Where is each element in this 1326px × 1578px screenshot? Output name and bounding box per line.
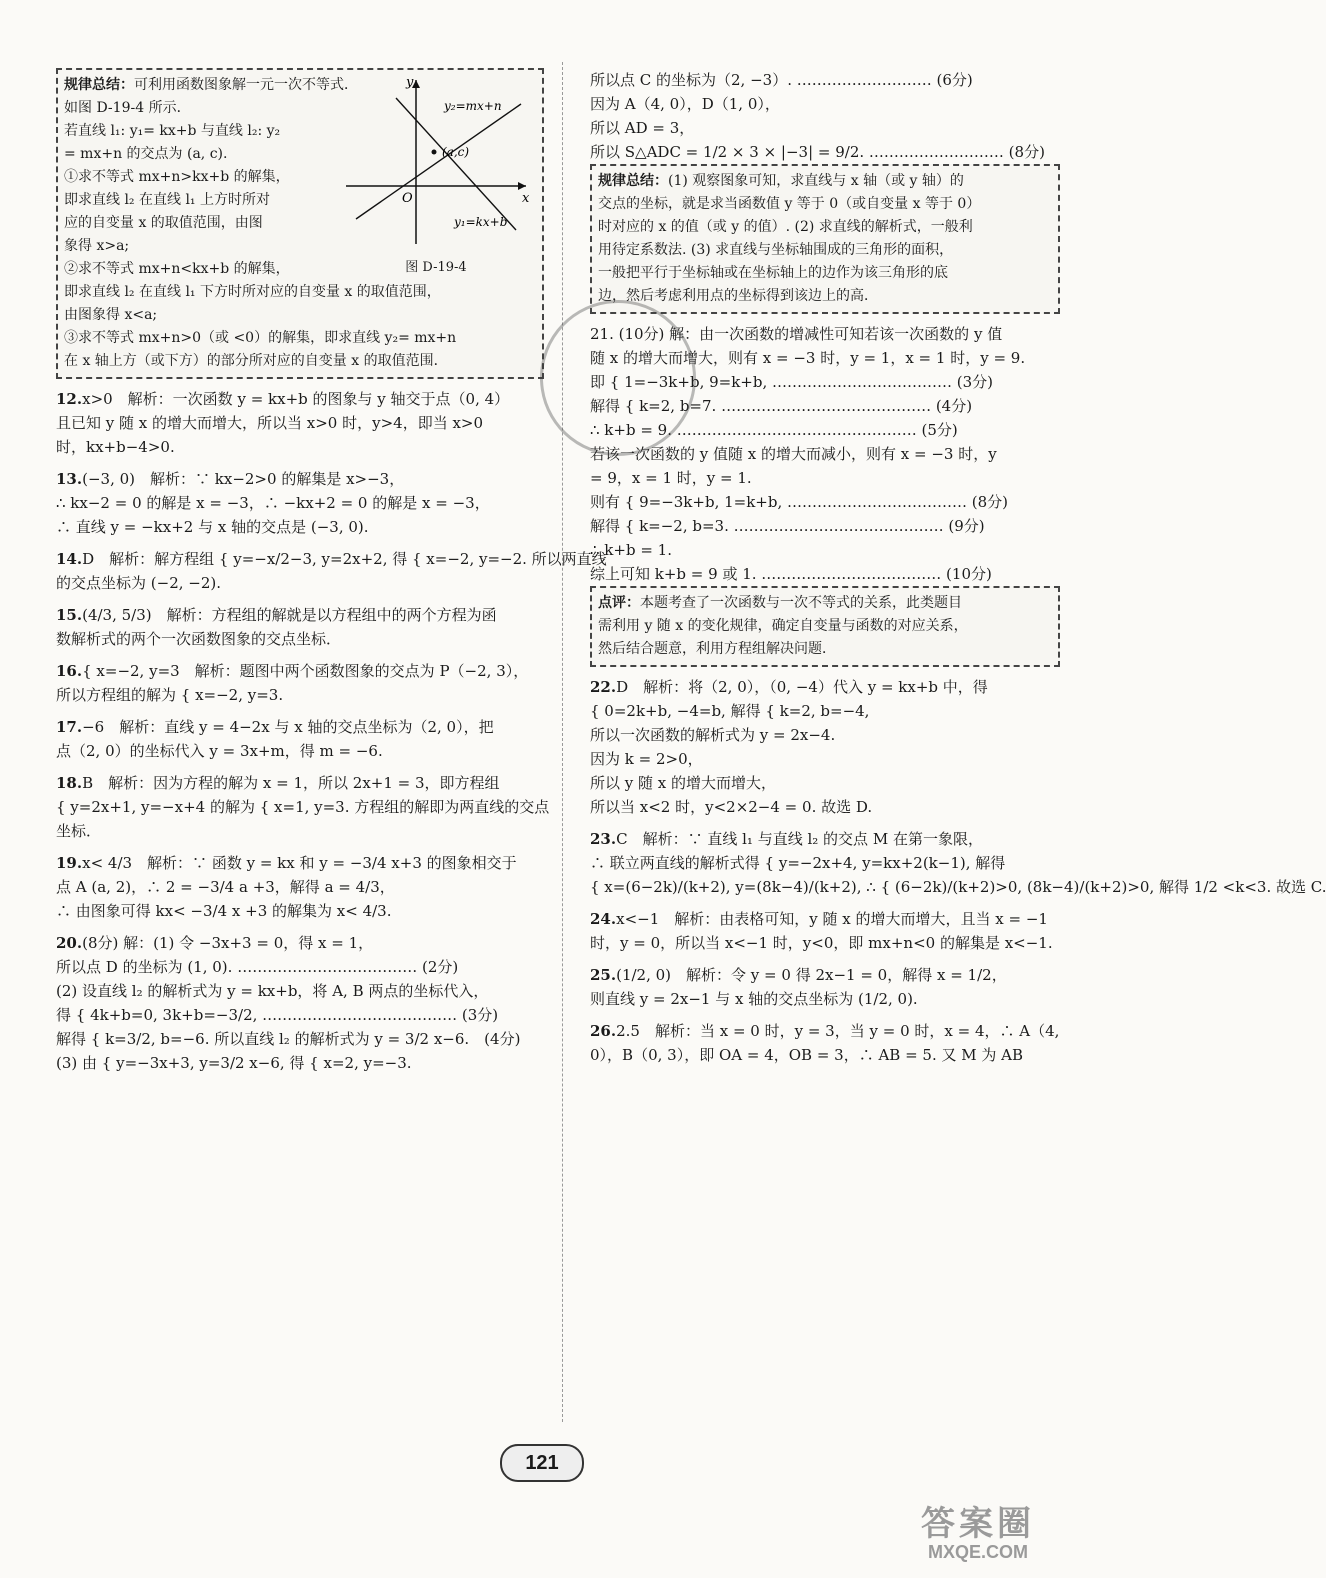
comment-line: 本题考查了一次函数与一次不等式的关系，此类题目 — [640, 595, 962, 611]
summary-line: 边，然后考虑利用点的坐标得到该边上的高． — [598, 288, 878, 304]
answer-13 — [56, 467, 544, 539]
answer-line: ∴ kx−2 = 0 的解是 x = −3，∴ −kx+2 = 0 的解是 x = −3， — [56, 494, 490, 512]
item-number: 16. — [56, 662, 83, 680]
item-number: 24. — [590, 910, 617, 928]
answer-line: 2.5 解析：当 x = 0 时，y = 3，当 y = 0 时，x = 4，∴ A（4, — [616, 1022, 1060, 1040]
summary-line: 时对应的 x 的值（或 y 的值）. (2) 求直线的解析式，一般利 — [598, 219, 973, 235]
item-number: 23. — [590, 830, 617, 848]
page-number: 121 — [500, 1444, 584, 1482]
answer-line: 随 x 的增大而增大，则有 x = −3 时，y = 1，x = 1 时，y = 9. — [590, 349, 1026, 367]
answer-line: (4/3, 5/3) 解析：方程组的解就是以方程组中的两个方程为函 — [82, 606, 497, 624]
answer-line: ∴ k+b = 9. ………………………………………… (5分) — [590, 421, 958, 439]
answer-20 — [56, 931, 544, 1075]
answer-line: = 9，x = 1 时，y = 1. — [590, 469, 752, 487]
summary-line: 应的自变量 x 的取值范围，由图 — [64, 215, 263, 231]
summary-line: 即求直线 l₂ 在直线 l₁ 下方时所对应的自变量 x 的取值范围， — [64, 284, 441, 300]
summary-box-left — [56, 68, 544, 379]
item-number: 14. — [56, 550, 83, 568]
summary-line: 若直线 l₁: y₁= kx+b 与直线 l₂: y₂ — [64, 123, 281, 139]
summary-line: 用待定系数法. (3) 求直线与坐标轴围成的三角形的面积， — [598, 242, 954, 258]
graph-label-x: x — [522, 191, 530, 206]
answer-line: 所以一次函数的解析式为 y = 2x−4. — [590, 726, 836, 744]
answer-line: (1/2, 0) 解析：令 y = 0 得 2x−1 = 0，解得 x = 1/2， — [616, 966, 1007, 984]
answer-line: 所以 y 随 x 的增大而增大， — [590, 774, 777, 792]
answer-line: 因为 k = 2>0， — [590, 750, 703, 768]
answer-line: 所以 S△ADC = 1/2 × 3 × |−3| = 9/2. ……………………… (8分) — [590, 143, 1045, 161]
column-divider — [562, 62, 563, 1422]
graph-label-point: (a,c) — [442, 145, 470, 159]
answer-24 — [590, 907, 1060, 955]
answer-line: D 解析：解方程组 { y=−x/2−3, y=2x+2, 得 { x=−2, y=−2. 所以两直线 — [82, 550, 607, 568]
answer-line: C 解析：∵ 直线 l₁ 与直线 l₂ 的交点 M 在第一象限， — [616, 830, 983, 848]
answer-line: { y=2x+1, y=−x+4 的解为 { x=1, y=3. 方程组的解即为两直线的交点 — [56, 798, 550, 816]
graph-label-l1: y₁=kx+b — [454, 215, 508, 229]
answer-12 — [56, 387, 544, 459]
answer-line: 点（2, 0）的坐标代入 y = 3x+m，得 m = −6. — [56, 742, 383, 760]
answer-line: 点 A (a, 2)，∴ 2 = −3/4 a +3，解得 a = 4/3， — [56, 878, 395, 896]
summary-title: 规律总结： — [598, 173, 668, 189]
answer-line: 所以方程组的解为 { x=−2, y=3. — [56, 686, 284, 704]
watermark-url: MXQE.COM — [927, 1542, 1028, 1562]
answer-line: 解得 { k=3/2, b=−6. 所以直线 l₂ 的解析式为 y = 3/2 x−6. (4分) — [56, 1030, 521, 1048]
summary-line: 即求直线 l₂ 在直线 l₁ 上方时所对 — [64, 192, 270, 208]
answer-line: 的交点坐标为 (−2, −2). — [56, 574, 222, 592]
answer-line: (−3, 0) 解析：∵ kx−2>0 的解集是 x>−3， — [82, 470, 405, 488]
answer-line: 数解析式的两个一次函数图象的交点坐标． — [56, 630, 342, 648]
item-number: 17. — [56, 718, 83, 736]
summary-box-right — [590, 164, 1060, 314]
graph-label-l2: y₂=mx+n — [444, 99, 502, 113]
summary-line: 象得 x>a; — [64, 238, 130, 254]
summary-line: ②求不等式 mx+n<kx+b 的解集， — [64, 261, 290, 277]
answer-line: 且已知 y 随 x 的增大而增大，所以当 x>0 时，y>4，即当 x>0 — [56, 414, 484, 432]
answer-line: 解得 { k=−2, b=3. …………………………………… (9分) — [590, 517, 985, 535]
answer-line: D 解析：将（2, 0），（0, −4）代入 y = kx+b 中，得 — [616, 678, 988, 696]
summary-line: 交点的坐标，就是求当函数值 y 等于 0（或自变量 x 等于 0） — [598, 196, 981, 212]
answer-25 — [590, 963, 1060, 1011]
comment-box — [590, 586, 1060, 667]
answer-line: 21. (10分) 解：由一次函数的增减性可知若该一次函数的 y 值 — [590, 325, 1003, 343]
answer-line: 所以点 C 的坐标为（2, −3）. ……………………… (6分) — [590, 71, 973, 89]
answer-line: 所以 AD = 3， — [590, 119, 695, 137]
answer-line: { 0=2k+b, −4=b, 解得 { k=2, b=−4, — [590, 702, 870, 720]
item-number: 15. — [56, 606, 83, 624]
answer-line: 坐标． — [56, 822, 102, 840]
answer-line: (3) 由 { y=−3x+3, y=3/2 x−6, 得 { x=2, y=−3. — [56, 1054, 412, 1072]
answer-line: 因为 A（4, 0），D（1, 0）， — [590, 95, 780, 113]
answer-16 — [56, 659, 544, 707]
right-column — [590, 68, 1326, 1378]
answer-line: 0），B（0, 3），即 OA = 4，OB = 3，∴ AB = 5. 又 M 为 AB — [590, 1046, 1024, 1064]
answer-line: (2) 设直线 l₂ 的解析式为 y = kx+b，将 A, B 两点的坐标代入， — [56, 982, 489, 1000]
item-number: 18. — [56, 774, 83, 792]
answer-26 — [590, 1019, 1060, 1067]
answer-line: (8分) 解：(1) 令 −3x+3 = 0，得 x = 1， — [82, 934, 374, 952]
summary-line: = mx+n 的交点为 (a, c). — [64, 146, 228, 162]
line-graph — [336, 74, 536, 252]
answer-18 — [56, 771, 550, 843]
summary-line: 可利用函数图象解一元一次不等式． — [134, 77, 358, 93]
answer-line: { x=(6−2k)/(k+2), y=(8k−4)/(k+2), ∴ { (6−2k)/(k+2)>0, (8k−4)/(k+2)>0, 解得 1/2 <k<3. 故选 C. — [590, 878, 1326, 896]
summary-line: 如图 D-19-4 所示． — [64, 100, 191, 116]
summary-line: 一般把平行于坐标轴或在坐标轴上的边作为该三角形的底 — [598, 265, 948, 281]
answer-line: 时，y = 0，所以当 x<−1 时，y<0，即 mx+n<0 的解集是 x<−1. — [590, 934, 1053, 952]
item-number: 26. — [590, 1022, 617, 1040]
watermark-logo: 答案圈 — [921, 1505, 1035, 1543]
graph-label-y: y — [406, 75, 414, 90]
answer-line: 则有 { 9=−3k+b, 1=k+b, ……………………………… (8分) — [590, 493, 1009, 511]
answer-line: { x=−2, y=3 解析：题图中两个函数图象的交点为 P（−2, 3）， — [82, 662, 529, 680]
item-number: 13. — [56, 470, 83, 488]
answer-line: 时，kx+b−4>0. — [56, 438, 175, 456]
answer-line: 则直线 y = 2x−1 与 x 轴的交点坐标为 (1/2, 0). — [590, 990, 918, 1008]
summary-title: 规律总结： — [64, 77, 134, 93]
answer-22 — [590, 675, 1060, 819]
site-watermark — [888, 1506, 1068, 1570]
answer-line: ∴ 由图象可得 kx< −3/4 x +3 的解集为 x< 4/3. — [56, 902, 392, 920]
item-number: 25. — [590, 966, 617, 984]
summary-line: ①求不等式 mx+n>kx+b 的解集， — [64, 169, 290, 185]
answer-line: 所以点 D 的坐标为 (1, 0). ……………………………… (2分) — [56, 958, 459, 976]
summary-line: ③求不等式 mx+n>0（或 <0）的解集，即求直线 y₂= mx+n — [64, 330, 457, 346]
comment-line: 然后结合题意，利用方程组解决问题． — [598, 641, 836, 657]
answer-line: x<−1 解析：由表格可知，y 随 x 的增大而增大，且当 x = −1 — [616, 910, 1048, 928]
item-number: 22. — [590, 678, 617, 696]
answer-line: ∴ 直线 y = −kx+2 与 x 轴的交点是 (−3, 0). — [56, 518, 369, 536]
answer-19 — [56, 851, 544, 923]
answer-line: x>0 解析：一次函数 y = kx+b 的图象与 y 轴交于点（0, 4） — [82, 390, 510, 408]
answer-line: ∴ k+b = 1. — [590, 541, 672, 559]
answer-14 — [56, 547, 607, 595]
comment-title: 点评： — [598, 595, 640, 611]
comment-line: 需利用 y 随 x 的变化规律，确定自变量与函数的对应关系， — [598, 618, 968, 634]
item-number: 20. — [56, 934, 83, 952]
answer-line: 所以当 x<2 时，y<2×2−4 = 0. 故选 D. — [590, 798, 873, 816]
answer-17 — [56, 715, 544, 763]
answer-line: 即 { 1=−3k+b, 9=k+b, ……………………………… (3分) — [590, 373, 994, 391]
item-number: 12. — [56, 390, 83, 408]
answer-line: 得 { 4k+b=0, 3k+b=−3/2, ………………………………… (3分) — [56, 1006, 499, 1024]
answer-line: 综上可知 k+b = 9 或 1. ……………………………… (10分) — [590, 565, 992, 583]
answer-15 — [56, 603, 544, 651]
answer-line: 若该一次函数的 y 值随 x 的增大而减小，则有 x = −3 时，y — [590, 445, 997, 463]
summary-line: 在 x 轴上方（或下方）的部分所对应的自变量 x 的取值范围． — [64, 353, 448, 369]
answer-23 — [590, 827, 1326, 899]
answer-line: ∴ 联立两直线的解析式得 { y=−2x+4, y=kx+2(k−1), 解得 — [590, 854, 1006, 872]
answer-line: x< 4/3 解析：∵ 函数 y = kx 和 y = −3/4 x+3 的图象相交于 — [82, 854, 517, 872]
summary-line: 由图象得 x<a; — [64, 307, 158, 323]
answer-line: −6 解析：直线 y = 4−2x 与 x 轴的交点坐标为（2, 0），把 — [82, 718, 494, 736]
answer-line: 解得 { k=2, b=7. …………………………………… (4分) — [590, 397, 973, 415]
item-number: 19. — [56, 854, 83, 872]
figure-d-19-4 — [336, 74, 536, 275]
answer-line: B 解析：因为方程的解为 x = 1，所以 2x+1 = 3，即方程组 — [82, 774, 500, 792]
figure-caption: 图 D-19-4 — [405, 260, 467, 275]
summary-line: (1) 观察图象可知，求直线与 x 轴（或 y 轴）的 — [668, 173, 964, 189]
graph-label-o: O — [402, 191, 413, 206]
